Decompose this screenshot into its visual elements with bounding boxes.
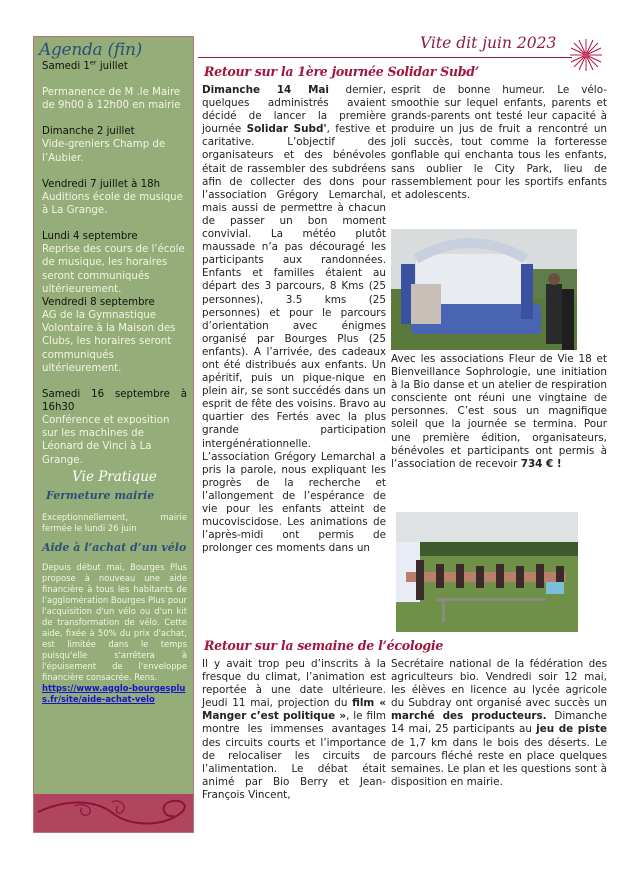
article1-right-paragraph-1: esprit de bonne humeur. Le vélo-smoothie sur lequel enfants, parents et grands-parents ont testé leur capacité à produire un jus de fruit a rencontré un joli succès, tout comme la forteresse gonflable qui enchanta tous les enfants, sans oublier le City Park, lieu de rassemblement pour les sportifs enfants et adolescents. — [391, 84, 607, 201]
velo-link[interactable]: https://www.agglo-bourgesplus.fr/site/aide-achat-velo — [42, 682, 186, 704]
page-title: Vite dit juin 2023 — [420, 34, 557, 52]
event-date: Samedi 16 septembre à 16h30 — [42, 389, 187, 414]
velo-title: Aide à l’achat d’un vélo — [42, 540, 187, 554]
article1-left-column: Dimanche 14 Mai dernier, quelques administrés avaient décidé de lancer la première journée Solidar Subd', festive et caritative. L’objectif des organisateurs et des bénévoles était de rassembler des subdréens afin de collecter des dons pour l’association Grégory Lemarchal, mais aussi de permettre à chacun de passer un bon moment convivial. La météo plutôt maussade n’a pas découragé les participants aux randonnées. Enfants et familles étaient au départ des 3 parcours, 8 Kms (25 personnes), 3.5 kms (25 personnes) et pour le parcours d’orientation avec énigmes organisé par Bourges Plus (25 enfants). A l’arrivée, des cadeaux ont été distribués aux enfants. Un apéritif, puis un pique-nique en plein air, se sont succédés dans un esprit de fête des voisins. Bravo au quartier des Fertés avec la plus grande participation intergénérationnelle. L’association Grégory Lemarchal a pris la parole, nous expliquant les progrès de la recherche et l’allongement de l’espérance de vie pour les enfants atteint de mucoviscidose. Les animations de l’après-midi ont permis de prolonger ces moments dans un — [202, 84, 386, 555]
sidebar-footer-ornament — [34, 794, 193, 832]
flourish-icon — [34, 794, 193, 832]
fermeture-text: Exceptionnellement, mairie fermée le lundi 26 juin — [42, 511, 187, 533]
picnic-photo — [396, 512, 578, 632]
velo-text: Depuis début mai, Bourges Plus propose à nouveau une aide financière à tous les habitants de l’agglomération Bourges Plus pour l'acquisition d'un vélo ou d'un kit de transformation de vélo. Cette aide, fixée à 50% du prix d'achat, est limitée dans le temps puisqu'elle s'arrêtera à l'épuisement de l'enveloppe financière consacrée. Rens. — [42, 561, 187, 682]
event-desc: Reprise des cours de l’école de musique, les horaires seront communiqués ultérieurement. — [42, 244, 185, 295]
title-rule — [198, 57, 572, 58]
event-desc: Vide-greniers Champ de l’Aubier. — [42, 139, 166, 164]
sparkle-star-icon — [568, 37, 604, 73]
article1-right-paragraph-2: Avec les associations Fleur de Vie 18 et Bienveillance Sophrologie, une initiation à la Bio danse et un atelier de respiration consciente ont réuni une vingtaine de personnes. C’est sous un magnifique soleil que la journée se termina. Pour une première édition, organisateurs, bénévoles et participants ont permis à l’association de recevoir 734 € ! — [391, 353, 607, 470]
event-desc: Permanence de M .le Maire de 9h00 à 12h00 en mairie — [42, 87, 181, 112]
fermeture-title: Fermeture mairie — [46, 488, 155, 502]
event-desc: Conférence et exposition sur les machines de Léonard de Vinci à La Grange. — [42, 415, 170, 466]
event-desc: AG de la Gymnastique Volontaire à la Maison des Clubs, les horaires seront communiqués ultérieurement. — [42, 310, 176, 374]
event-date: Vendredi 7 juillet à 18h — [42, 178, 161, 190]
bouncy-castle-photo — [391, 229, 577, 350]
agenda-title: Agenda (fin) — [39, 40, 142, 60]
article2-left-column: Il y avait trop peu d’inscrits à la fresque du climat, l’animation est reportée à une date ultérieure. Jeudi 11 mai, projection du film « Manger c’est politique », le film montre les immenses avantages des circuits courts et l’importance de relocaliser les circuits de l’alimentation. Le débat était animé par Bio Berry et Jean-François Vincent, — [202, 658, 387, 801]
article2-title: Retour sur la semaine de l’écologie — [204, 638, 444, 653]
vie-pratique-title: Vie Pratique — [72, 468, 157, 485]
article1-paragraph-2: L’association Grégory Lemarchal a pris la parole, nous expliquant les progrès de la recherche et l’allongement de l’espérance de vie pour les enfants atteint de mucoviscidose. Les animations de l’après-midi ont permis de prolonger ces moments dans un — [202, 450, 386, 555]
event-date: Vendredi 8 septembre — [42, 297, 155, 309]
event-date: Dimanche 2 juillet — [42, 126, 135, 138]
event-date: Samedi 1er juillet — [42, 58, 128, 72]
event-desc: Auditions école de musique à La Grange. — [42, 191, 183, 217]
event-date: Lundi 4 septembre — [42, 231, 138, 243]
article2-right-column: Secrétaire national de la fédération des agriculteurs bio. Vendredi soir 12 mai, les élèves en licence au lycée agricole du Subdray ont organisé avec succès un marché des producteurs. Dimanche 14 mai, 25 participants au jeu de piste de 1,7 km dans le bois des déserts. Le parcours fléché reste en place quelques semaines. Le plan et les questions sont à disposition en mairie. — [391, 658, 607, 788]
agenda-sidebar — [33, 36, 194, 833]
article1-title: Retour sur la 1ère journée Solidar Subd’ — [204, 64, 479, 79]
